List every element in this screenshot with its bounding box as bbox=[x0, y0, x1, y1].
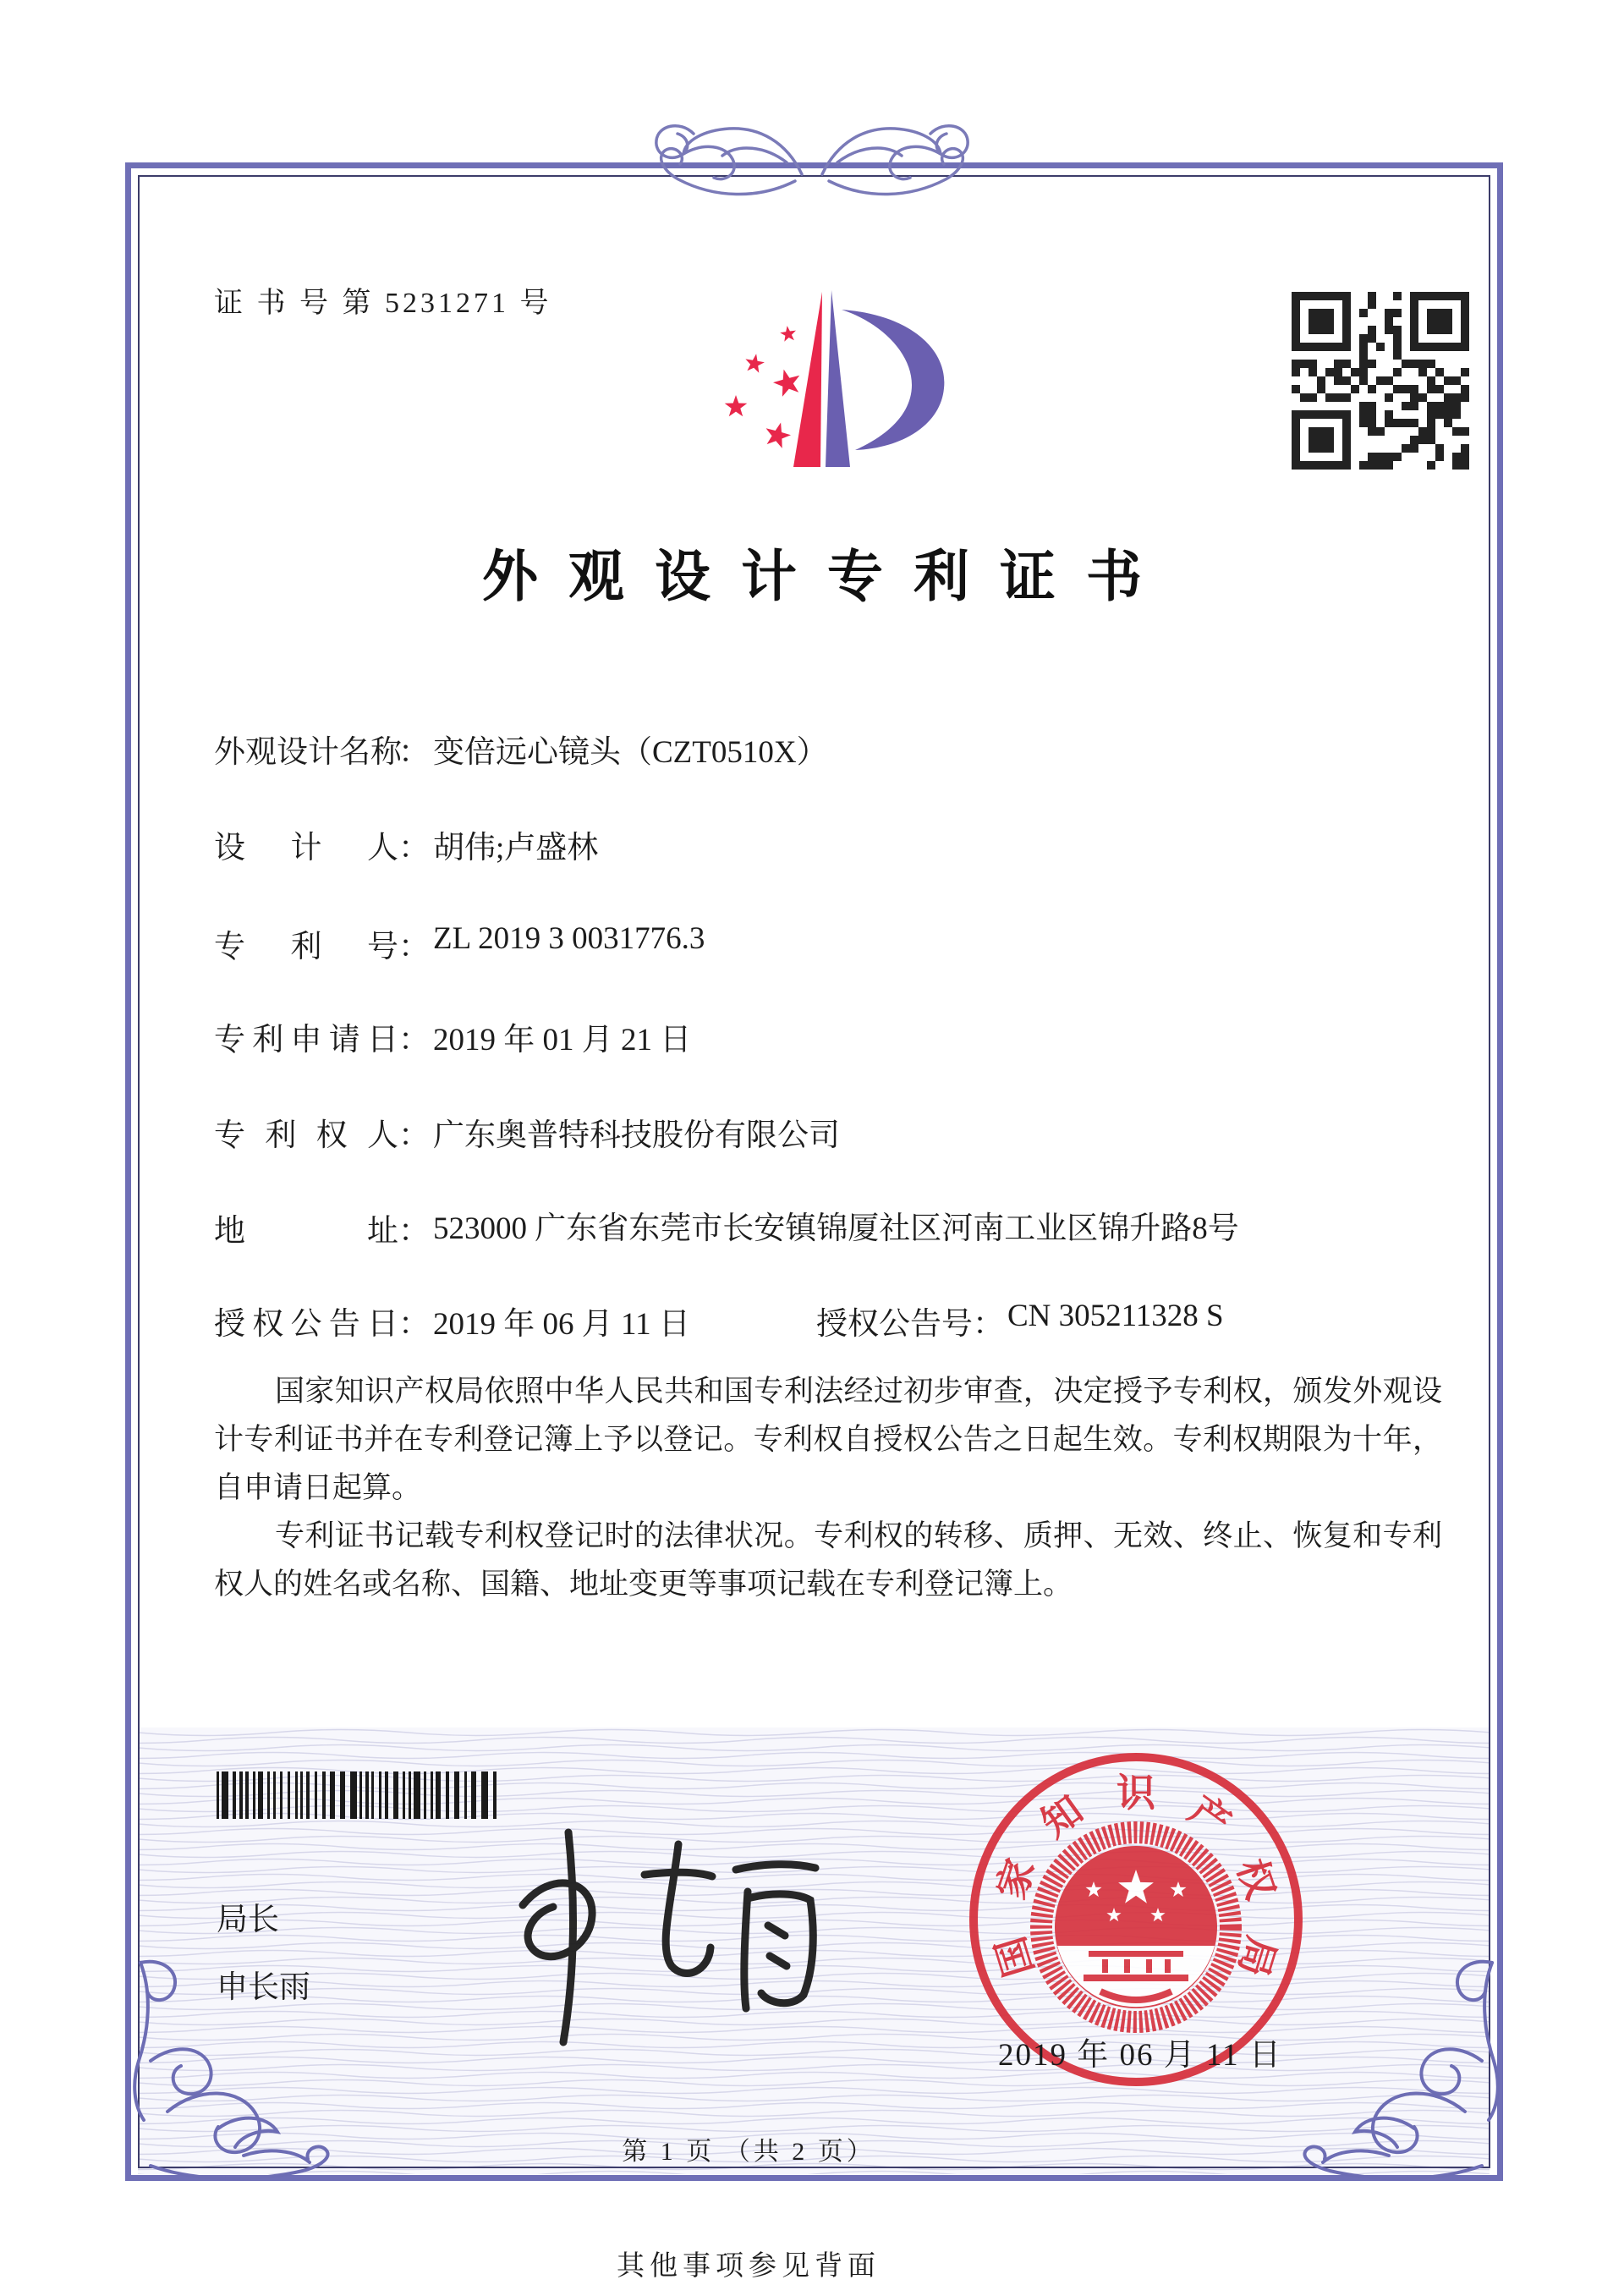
logo-stars bbox=[725, 326, 800, 448]
field-label: 授权公告号 bbox=[816, 1307, 973, 1342]
field-patent-number bbox=[214, 920, 1449, 966]
field-address bbox=[214, 1205, 1449, 1254]
field-colon: ： bbox=[398, 1307, 430, 1342]
field-design-name bbox=[214, 726, 1449, 772]
field-value: 胡伟;卢盛林 bbox=[433, 831, 599, 865]
field-value: ZL 2019 3 0031776.3 bbox=[433, 921, 705, 956]
svg-text:国: 国 bbox=[988, 1931, 1042, 1982]
field-colon: ： bbox=[398, 1023, 430, 1057]
field-colon: ： bbox=[398, 831, 430, 865]
field-grant-number bbox=[816, 1298, 1224, 1343]
field-colon: ： bbox=[398, 930, 430, 964]
commissioner-signature-icon bbox=[457, 1821, 854, 2070]
top-dragon-ornament bbox=[575, 108, 1049, 214]
field-colon: ： bbox=[398, 1118, 430, 1153]
svg-text:家: 家 bbox=[988, 1853, 1043, 1905]
field-value: 523000 广东省东莞市长安镇锦厦社区河南工业区锦升路8号 bbox=[433, 1211, 1239, 1246]
certificate-title: 外观设计专利证书 bbox=[482, 545, 1172, 607]
barcode-icon bbox=[217, 1771, 502, 1823]
field-label: 专利号 bbox=[214, 930, 398, 964]
field-designer bbox=[214, 821, 1449, 867]
field-label: 专利权人 bbox=[214, 1118, 398, 1153]
commissioner-name: 申长雨 bbox=[217, 1970, 310, 2005]
seal-date: 2019 年 06 月 11 日 bbox=[998, 2038, 1282, 2073]
svg-text:识: 识 bbox=[1116, 1771, 1155, 1815]
field-colon: ： bbox=[973, 1307, 1004, 1342]
field-label: 设计人 bbox=[214, 831, 398, 865]
field-label: 专利申请日 bbox=[214, 1023, 398, 1057]
certificate-number: 证 书 号 第 5231271 号 bbox=[214, 288, 552, 319]
page-indicator: 第 1 页 （共 2 页） bbox=[622, 2138, 875, 2166]
logo-purple-wedge bbox=[826, 290, 850, 467]
field-filing-date bbox=[214, 1013, 1449, 1059]
seal-national-emblem bbox=[1041, 1832, 1231, 2022]
legal-paragraph-1: 国家知识产权局依照中华人民共和国专利法经过初步审查，决定授予专利权，颁发外观设计专利证书并在专利登记簿上予以登记。专利权自授权公告之日起生效。专利权期限为十年，自申请日起算。 bbox=[214, 1375, 1442, 1504]
field-patentee bbox=[214, 1109, 1449, 1155]
logo-red-wedge bbox=[793, 292, 822, 467]
field-value: 变倍远心镜头（CZT0510X） bbox=[433, 735, 828, 770]
logo-purple-crescent bbox=[842, 310, 944, 450]
field-colon: ： bbox=[398, 1214, 430, 1249]
field-label: 外观设计名称 bbox=[214, 735, 402, 770]
svg-text:知: 知 bbox=[1033, 1787, 1091, 1846]
svg-text:权: 权 bbox=[1229, 1853, 1284, 1905]
legal-text bbox=[214, 1367, 1442, 1608]
commissioner-title: 局长 bbox=[217, 1903, 279, 1937]
field-value: 2019 年 01 月 21 日 bbox=[433, 1023, 692, 1057]
cnipa-logo-icon bbox=[689, 269, 960, 503]
field-value: 广东奥普特科技股份有限公司 bbox=[433, 1118, 840, 1153]
field-label: 地址 bbox=[214, 1214, 398, 1249]
legal-paragraph-2: 专利证书记载专利权登记时的法律状况。专利权的转移、质押、无效、终止、恢复和专利权人的姓名或名称、国籍、地址变更等事项记载在专利登记簿上。 bbox=[214, 1519, 1442, 1601]
field-grant-date bbox=[214, 1298, 1449, 1343]
svg-text:产: 产 bbox=[1181, 1787, 1239, 1846]
field-value: CN 305211328 S bbox=[1007, 1299, 1224, 1333]
back-side-note: 其他事项参见背面 bbox=[617, 2251, 881, 2282]
field-label: 授权公告日 bbox=[214, 1307, 398, 1342]
qr-code-icon bbox=[1292, 292, 1469, 474]
svg-text:局: 局 bbox=[1230, 1931, 1284, 1982]
field-colon: ： bbox=[398, 735, 430, 770]
field-value: 2019 年 06 月 11 日 bbox=[433, 1307, 690, 1342]
